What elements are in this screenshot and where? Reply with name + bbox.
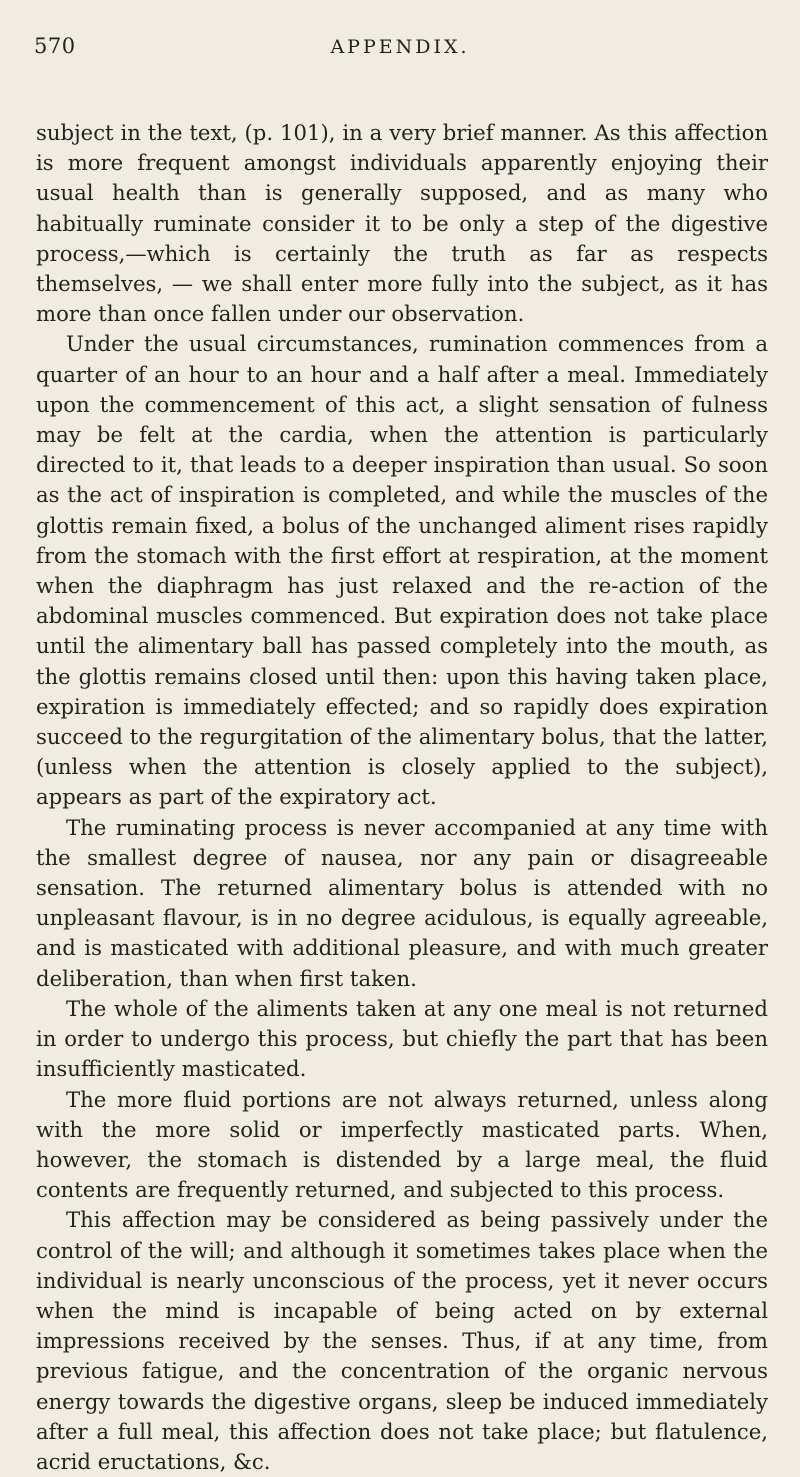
- running-title: APPENDIX.: [330, 36, 470, 58]
- paragraph-5: The more fluid portions are not always returned, unless along with the more solid or imperfectly masticated parts. When, however, the stomach is distended by a large meal, the fluid contents are frequently returned, and subjected to this process.: [36, 1086, 768, 1203]
- paragraph-4: The whole of the aliments taken at any one meal is not returned in order to undergo this process, but chiefly the part that has been insufficiently masticated.: [36, 995, 768, 1082]
- running-head: [34, 14, 766, 62]
- paragraph-6: This affection may be considered as being passively under the control of the will; and although it sometimes takes place when the individual is nearly unconscious of the process, yet it never occurs when the mind is incapable of being acted on by external impressions received by the senses. Thus, if at any time, from previous fatigue, and the concentration of the organic nervous energy towards the digestive organs, sleep be induced immediately after a full meal, this affection does not take place; but flatulence, acrid eructations, &c.: [36, 1207, 768, 1474]
- paragraph-3: The ruminating process is never accompanied at any time with the smallest degree of nausea, nor any pain or disagreeable sensation. The returned alimentary bolus is attended with no unpleasant flavour, is in no degree acidulous, is equally agreeable, and is masticated with additional pleasure, and with much greater deliberation, than when first taken.: [36, 814, 768, 991]
- paragraph-2: Under the usual circumstances, rumination commences from a quarter of an hour to an hour and a half after a meal. Immediately upon the commencement of this act, a slight sensation of fulness may be felt at the cardia, when the attention is particularly directed to it, that leads to a deeper inspiration than usual. So soon as the act of inspiration is completed, and while the muscles of the glottis remain fixed, a bolus of the unchanged aliment rises rapidly from the stomach with the first effort at respiration, at the moment when the diaphragm has just relaxed and the re-action of the abdominal muscles commenced. But expiration does not take place until the alimentary ball has passed completely into the mouth, as the glottis remains closed until then: upon this having taken place, expiration is immediately effected; and so rapidly does expiration succeed to the regurgitation of the alimentary bolus, that the latter, (unless when the attention is closely applied to the subject), appears as part of the expiratory act.: [36, 331, 768, 810]
- body-text: [36, 118, 768, 1477]
- paragraph-1: subject in the text, (p. 101), in a very brief manner. As this affection is more frequent amongst individuals apparently enjoying their usual health than is generally supposed, and as many who habitually ruminate consider it to be only a step of the digestive process,—which is certainly the truth as far as respects themselves, — we shall enter more fully into the subject, as it has more than once fallen under our observation.: [36, 120, 768, 327]
- page-number: 570: [34, 34, 76, 58]
